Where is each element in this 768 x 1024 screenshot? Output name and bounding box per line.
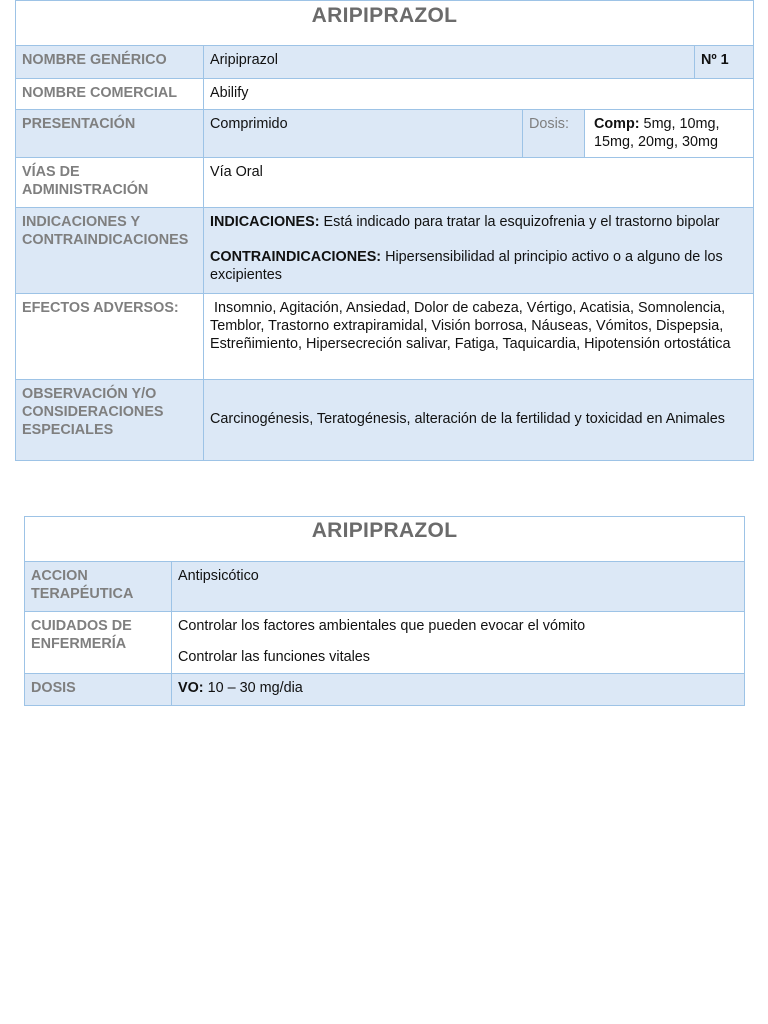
contraindications-text: Hipersensibilidad al principio activo o a alguno de los excipientes xyxy=(210,249,723,283)
card-number: Nº 1 xyxy=(695,46,754,79)
presentation-value: Comprimido xyxy=(204,110,523,158)
dose-route-label: VO: xyxy=(178,680,204,696)
contraindications-heading: CONTRAINDICACIONES: xyxy=(210,249,382,265)
table-title: ARIPIPRAZOL xyxy=(25,517,745,562)
adverse-effects-label: EFECTOS ADVERSOS: xyxy=(16,294,204,380)
table-title: ARIPIPRAZOL xyxy=(16,1,754,46)
indications-label: INDICACIONES Y CONTRAINDICACIONES xyxy=(16,208,204,294)
commercial-name-label: NOMBRE COMERCIAL xyxy=(16,79,204,110)
dose-label: Dosis: xyxy=(523,110,585,158)
routes-value: Vía Oral xyxy=(204,158,754,208)
comp-label: Comp: xyxy=(594,116,640,132)
nursing-card-table xyxy=(24,516,745,706)
observations-value: Carcinogénesis, Teratogénesis, alteración de la fertilidad y toxicidad en Animales xyxy=(204,380,754,461)
observations-label: OBSERVACIÓN Y/O CONSIDERACIONES ESPECIALES xyxy=(16,380,204,461)
nursing-care-line: Controlar las funciones vitales xyxy=(178,649,370,665)
nursing-care-label: CUIDADOS DE ENFERMERÍA xyxy=(25,612,172,674)
drug-card-table xyxy=(15,0,754,461)
dose-value xyxy=(172,674,745,706)
therapeutic-action-label: ACCION TERAPÉUTICA xyxy=(25,562,172,612)
routes-label: VÍAS DE ADMINISTRACIÓN xyxy=(16,158,204,208)
dose-label: DOSIS xyxy=(25,674,172,706)
indications-text: Está indicado para tratar la esquizofrenia y el trastorno bipolar xyxy=(319,214,720,230)
presentation-label: PRESENTACIÓN xyxy=(16,110,204,158)
nursing-care-value xyxy=(172,612,745,674)
dose-value xyxy=(585,110,754,158)
adverse-effects-value: Insomnio, Agitación, Ansiedad, Dolor de cabeza, Vértigo, Acatisia, Somnolencia, Temblor, Trastorno extrapiramidal, Visión borrosa, Náuseas, Vómitos, Dispepsia, Estreñimiento, Hipersecreción salivar, Fatiga, Taquicardia, Hipotensión ortostática xyxy=(204,294,754,380)
generic-name-value: Aripiprazol xyxy=(204,46,695,79)
comp-value: 5mg, 10mg, 15mg, 20mg, 30mg xyxy=(594,116,720,150)
dose-amount: 10 – 30 mg/dia xyxy=(203,680,303,696)
indications-heading: INDICACIONES: xyxy=(210,214,320,230)
indications-value xyxy=(204,208,754,294)
commercial-name-value: Abilify xyxy=(204,79,754,110)
therapeutic-action-value: Antipsicótico xyxy=(172,562,745,612)
generic-name-label: NOMBRE GENÉRICO xyxy=(16,46,204,79)
nursing-care-line: Controlar los factores ambientales que pueden evocar el vómito xyxy=(178,618,586,634)
